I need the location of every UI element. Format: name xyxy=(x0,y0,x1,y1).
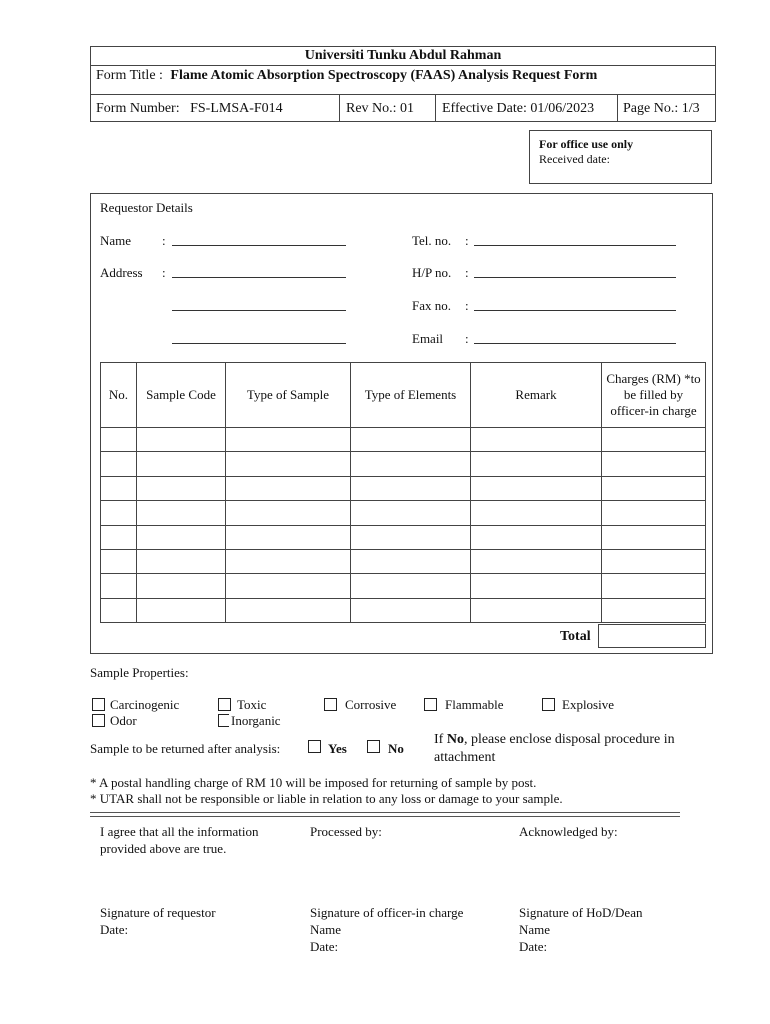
requestor-title: Requestor Details xyxy=(100,200,193,215)
col-charges: Charges (RM) *to be filled by officer-in charge xyxy=(602,363,706,428)
table-cell[interactable] xyxy=(471,501,602,525)
table-cell[interactable] xyxy=(471,598,602,622)
table-row xyxy=(101,574,706,598)
address-label: Address xyxy=(100,265,143,280)
fax-field[interactable] xyxy=(474,310,676,311)
hp-field[interactable] xyxy=(474,277,676,278)
return-note-prefix: If xyxy=(434,732,447,747)
name-field[interactable] xyxy=(172,245,346,246)
postal-charge-note: * A postal handling charge of RM 10 will be imposed for returning of sample by post. xyxy=(90,775,537,790)
tel-field[interactable] xyxy=(474,245,676,246)
return-note-rest: , please enclose disposal procedure in attachment xyxy=(434,732,675,765)
table-cell[interactable] xyxy=(137,476,226,500)
table-cell[interactable] xyxy=(471,428,602,452)
form-title-row xyxy=(96,68,597,84)
tel-colon: : xyxy=(465,233,469,248)
table-cell[interactable] xyxy=(226,574,351,598)
explosive-label: Explosive xyxy=(562,697,614,712)
table-cell[interactable] xyxy=(226,525,351,549)
table-cell[interactable] xyxy=(351,574,471,598)
table-row xyxy=(101,501,706,525)
acknowledged-by-label: Acknowledged by: xyxy=(519,824,618,839)
table-cell[interactable] xyxy=(471,452,602,476)
return-note xyxy=(434,731,704,767)
table-cell[interactable] xyxy=(101,452,137,476)
liability-note: * UTAR shall not be responsible or liable in relation to any loss or damage to your sample. xyxy=(90,791,563,806)
name-label: Name xyxy=(100,233,132,248)
return-label: Sample to be returned after analysis: xyxy=(90,741,281,756)
email-colon: : xyxy=(465,331,469,346)
table-cell[interactable] xyxy=(226,549,351,573)
col-no: No. xyxy=(101,363,137,428)
table-cell[interactable] xyxy=(471,574,602,598)
officer-name-label: Name xyxy=(310,922,342,937)
table-cell[interactable] xyxy=(226,452,351,476)
total-label: Total xyxy=(560,629,591,644)
sample-properties-title: Sample Properties: xyxy=(90,665,189,680)
tel-label: Tel. no. xyxy=(412,233,452,248)
table-cell[interactable] xyxy=(602,549,706,573)
table-cell[interactable] xyxy=(351,549,471,573)
table-cell[interactable] xyxy=(137,525,226,549)
odor-checkbox[interactable] xyxy=(92,714,105,727)
hod-signature-label: Signature of HoD/Dean xyxy=(519,905,643,920)
fax-label: Fax no. xyxy=(412,298,451,313)
table-cell[interactable] xyxy=(351,452,471,476)
table-cell[interactable] xyxy=(226,476,351,500)
return-no-label: No xyxy=(388,741,404,756)
table-cell[interactable] xyxy=(137,501,226,525)
table-cell[interactable] xyxy=(351,476,471,500)
officer-date-label: Date: xyxy=(310,939,339,954)
header-cell-divider xyxy=(435,94,436,122)
inorganic-label: Inorganic xyxy=(231,713,281,728)
table-cell[interactable] xyxy=(226,501,351,525)
address-field-line2[interactable] xyxy=(172,310,346,311)
hod-date-label: Date: xyxy=(519,939,548,954)
officer-signature-label: Signature of officer-in charge xyxy=(310,905,464,920)
toxic-label: Toxic xyxy=(237,697,267,712)
table-cell[interactable] xyxy=(602,598,706,622)
table-cell[interactable] xyxy=(602,452,706,476)
table-cell[interactable] xyxy=(101,476,137,500)
total-field[interactable] xyxy=(598,624,706,648)
address-field-line3[interactable] xyxy=(172,343,346,344)
table-row xyxy=(101,452,706,476)
table-cell[interactable] xyxy=(602,574,706,598)
form-title-label: Form Title : xyxy=(96,68,163,83)
header-divider xyxy=(90,65,716,66)
fax-colon: : xyxy=(465,298,469,313)
table-cell[interactable] xyxy=(471,525,602,549)
sample-rows xyxy=(101,428,706,623)
hp-label: H/P no. xyxy=(412,265,452,280)
explosive-checkbox[interactable] xyxy=(542,698,555,711)
form-title: Flame Atomic Absorption Spectroscopy (FAAS) Analysis Request Form xyxy=(170,68,598,83)
table-cell[interactable] xyxy=(471,476,602,500)
table-cell[interactable] xyxy=(602,476,706,500)
col-type-of-sample: Type of Sample xyxy=(226,363,351,428)
hod-name-label: Name xyxy=(519,922,551,937)
corrosive-checkbox[interactable] xyxy=(324,698,337,711)
return-yes-checkbox[interactable] xyxy=(308,740,321,753)
flammable-label: Flammable xyxy=(445,697,504,712)
return-yes-label: Yes xyxy=(328,741,347,756)
table-cell[interactable] xyxy=(137,598,226,622)
table-cell[interactable] xyxy=(101,428,137,452)
table-row xyxy=(101,549,706,573)
table-cell[interactable] xyxy=(137,574,226,598)
hp-colon: : xyxy=(465,265,469,280)
corrosive-label: Corrosive xyxy=(345,697,397,712)
university-name: Universiti Tunku Abdul Rahman xyxy=(304,48,502,63)
table-row xyxy=(101,428,706,452)
table-cell[interactable] xyxy=(137,428,226,452)
processed-by-label: Processed by: xyxy=(310,824,382,839)
table-cell[interactable] xyxy=(101,549,137,573)
col-type-of-elements: Type of Elements xyxy=(351,363,471,428)
address-field-line1[interactable] xyxy=(172,277,346,278)
email-label: Email xyxy=(412,331,444,346)
flammable-checkbox[interactable] xyxy=(424,698,437,711)
table-row xyxy=(101,525,706,549)
table-cell[interactable] xyxy=(101,525,137,549)
requestor-date-label: Date: xyxy=(100,922,129,937)
office-use-title: For office use only xyxy=(539,137,634,151)
agree-statement-line2: provided above are true. xyxy=(100,841,227,856)
table-cell[interactable] xyxy=(351,428,471,452)
return-note-no: No xyxy=(446,732,464,747)
toxic-checkbox[interactable] xyxy=(218,698,231,711)
table-cell[interactable] xyxy=(101,598,137,622)
table-cell[interactable] xyxy=(471,549,602,573)
address-colon: : xyxy=(162,265,166,280)
email-field[interactable] xyxy=(474,343,676,344)
sample-table xyxy=(100,362,706,623)
header-cell-divider xyxy=(617,94,618,122)
table-row xyxy=(101,476,706,500)
table-cell[interactable] xyxy=(602,501,706,525)
section-divider xyxy=(90,812,680,817)
table-cell[interactable] xyxy=(602,525,706,549)
table-cell[interactable] xyxy=(101,574,137,598)
carcinogenic-label: Carcinogenic xyxy=(110,697,180,712)
table-cell[interactable] xyxy=(137,452,226,476)
odor-label: Odor xyxy=(110,713,137,728)
return-no-checkbox[interactable] xyxy=(367,740,380,753)
table-cell[interactable] xyxy=(226,598,351,622)
name-colon: : xyxy=(162,233,166,248)
table-cell[interactable] xyxy=(351,501,471,525)
table-row xyxy=(101,598,706,622)
col-remark: Remark xyxy=(471,363,602,428)
table-cell[interactable] xyxy=(101,501,137,525)
form-number: Form Number: FS-LMSA-F014 xyxy=(96,101,283,116)
received-date-label: Received date: xyxy=(539,152,610,166)
header-cell-divider xyxy=(339,94,340,122)
table-cell[interactable] xyxy=(137,549,226,573)
carcinogenic-checkbox[interactable] xyxy=(92,698,105,711)
table-cell[interactable] xyxy=(351,525,471,549)
rev-no: Rev No.: 01 xyxy=(346,101,415,116)
header-divider xyxy=(90,94,716,95)
requestor-signature-label: Signature of requestor xyxy=(100,905,216,920)
effective-date: Effective Date: 01/06/2023 xyxy=(442,101,595,116)
col-sample-code: Sample Code xyxy=(137,363,226,428)
page-no: Page No.: 1/3 xyxy=(623,101,700,116)
agree-statement-line1: I agree that all the information xyxy=(100,824,259,839)
table-cell[interactable] xyxy=(602,428,706,452)
table-cell[interactable] xyxy=(351,598,471,622)
table-cell[interactable] xyxy=(226,428,351,452)
